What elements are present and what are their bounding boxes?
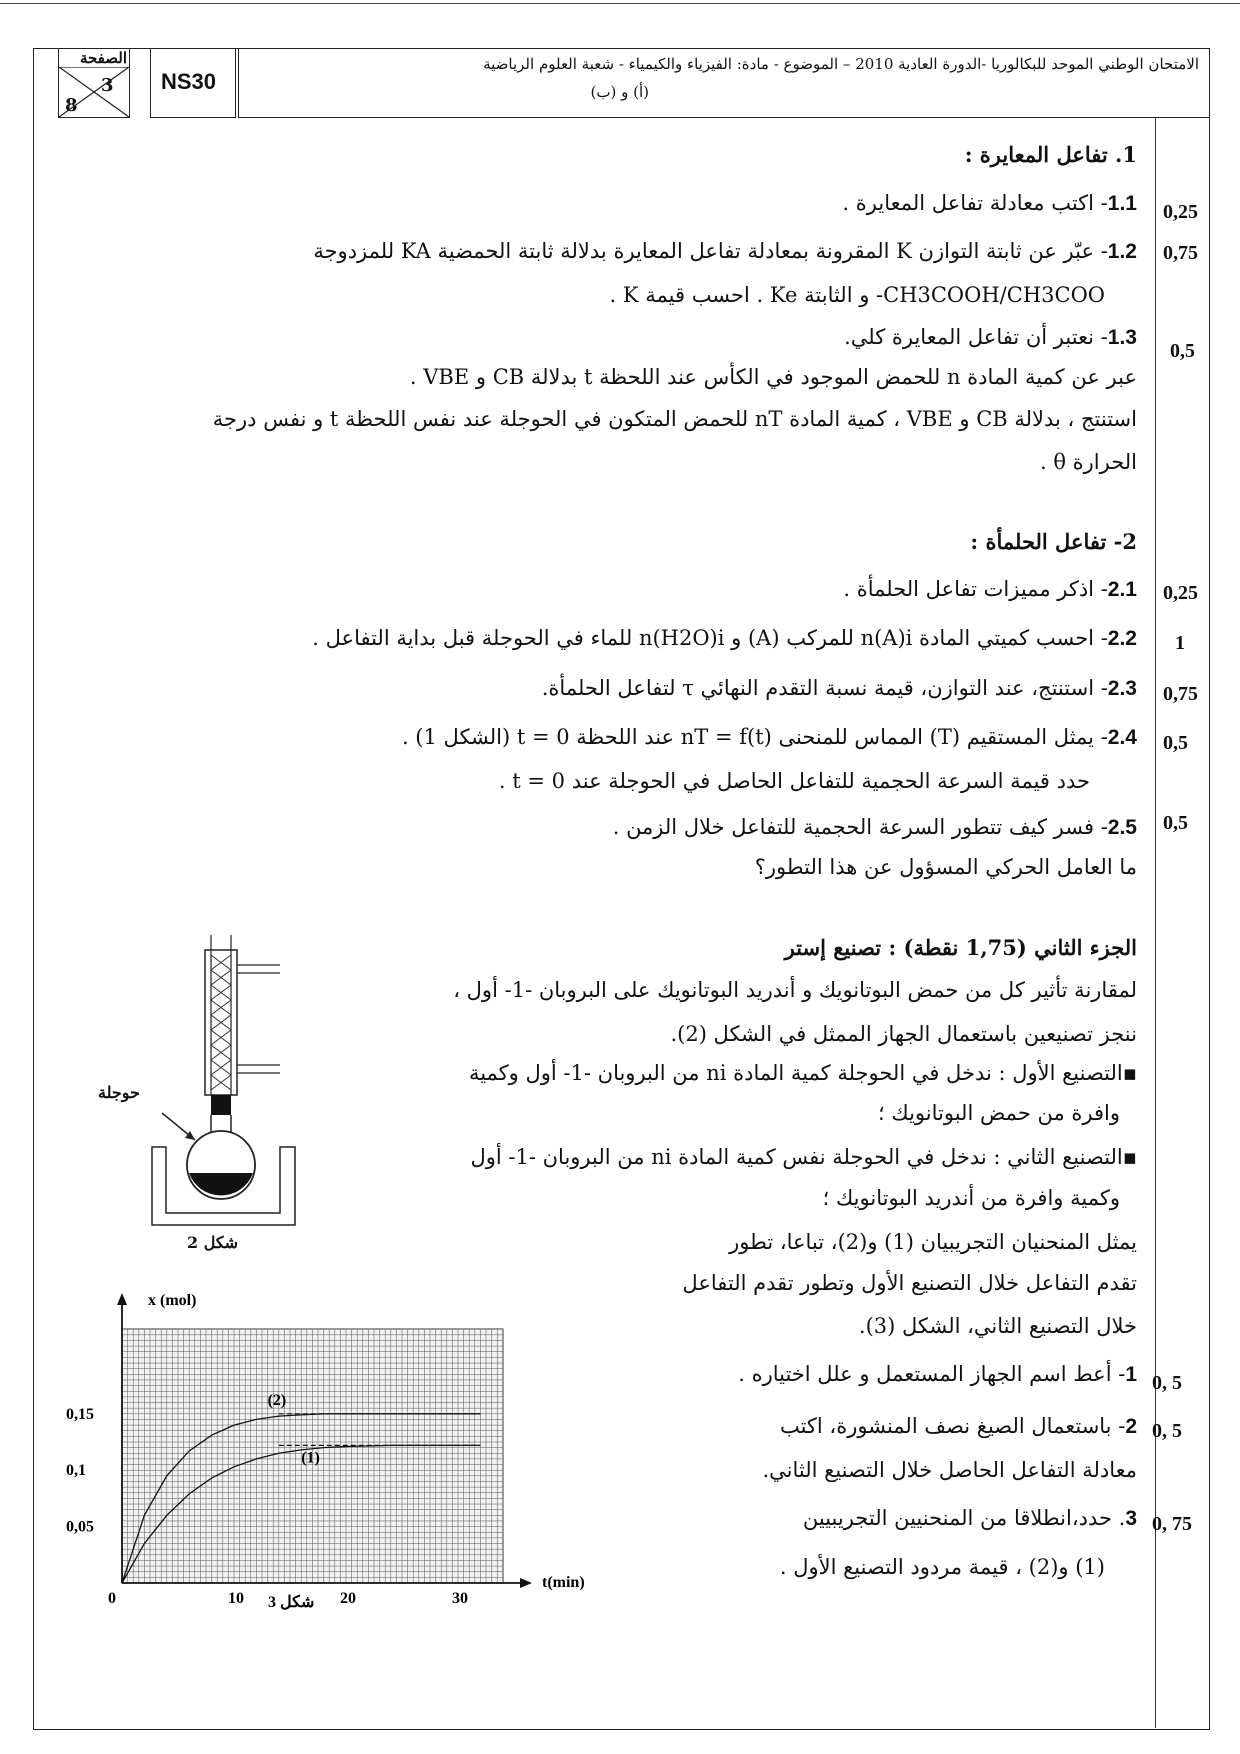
score-p2-2: 0, 5 bbox=[1152, 1420, 1182, 1442]
y-tick-label: 0,15 bbox=[66, 1405, 94, 1423]
header-subtitle: (أ) و (ب) bbox=[590, 83, 649, 101]
y-tick-label: 0,1 bbox=[66, 1462, 86, 1480]
question-1-2 bbox=[313, 236, 1137, 267]
stopper bbox=[211, 1095, 231, 1115]
question-2-5 bbox=[613, 812, 1137, 843]
title-box bbox=[238, 48, 1210, 118]
question-2-3 bbox=[542, 673, 1137, 704]
q-number: 1 bbox=[1125, 1363, 1137, 1386]
x-tick-label: 30 bbox=[452, 1590, 468, 1607]
chart-y-label: x (mol) bbox=[148, 1292, 197, 1309]
q-text: - عبّر عن ثابتة التوازن K المقرونة بمعادلة تفاعل المعايرة بدلالة ثابتة الحمضية KA للمزدوجة bbox=[313, 239, 1108, 263]
curves-desc-2: تقدم التفاعل خلال التصنيع الأول وتطور تقدم التفاعل bbox=[682, 1271, 1137, 1295]
x-tick-label: 20 bbox=[340, 1590, 356, 1607]
question-1-3-c: استنتج ، بدلالة CB و VBE ، كمية المادة nT للحمض المتكون في الحوجلة عند نفس اللحظة t و نفس درجة bbox=[212, 407, 1137, 431]
synthesis-2-b: وكمية وافرة من أندريد البوتانويك ؛ bbox=[822, 1186, 1120, 1210]
score-1-3: 0,5 bbox=[1170, 340, 1195, 362]
question-1-2-b: CH3COOH/CH3COO- و الثابتة Ke . احسب قيمة K . bbox=[609, 283, 1105, 307]
part2-question-1 bbox=[738, 1359, 1137, 1390]
figure-3-chart bbox=[60, 1285, 620, 1615]
synthesis-2 bbox=[470, 1142, 1137, 1172]
bullet: ▪ bbox=[1122, 1145, 1137, 1169]
part2-question-2 bbox=[780, 1411, 1137, 1442]
question-2-2 bbox=[312, 623, 1137, 654]
code-box bbox=[150, 48, 236, 118]
question-2-4 bbox=[402, 722, 1137, 753]
q-number: 2.3 bbox=[1107, 677, 1137, 700]
q-number: 2.1 bbox=[1107, 578, 1137, 601]
score-column-separator bbox=[1155, 118, 1156, 1728]
question-2-4-b: حدد قيمة السرعة الحجمية للتفاعل الحاصل في الحوجلة عند t = 0 . bbox=[498, 769, 1090, 793]
score-1-1: 0,25 bbox=[1163, 201, 1198, 223]
question-1-3-b: عبر عن كمية المادة n للحمض الموجود في الكأس عند اللحظة t بدلالة CB و VBE . bbox=[409, 365, 1137, 389]
page-label: الصفحة bbox=[79, 49, 127, 67]
q-text: . حدد،انطلاقا من المنحنيين التجريبيين bbox=[802, 1506, 1126, 1530]
score-2-1: 0,25 bbox=[1163, 582, 1198, 604]
curve-label: (2) bbox=[267, 1391, 287, 1409]
section2-title: 2- تفاعل الحلمأة : bbox=[970, 529, 1137, 554]
question-2-1 bbox=[843, 574, 1137, 605]
y-tick-label: 0,05 bbox=[66, 1518, 94, 1536]
curves-desc-1: يمثل المنحنيان التجريبيان (1) و(2)، تباعا، تطور bbox=[729, 1230, 1137, 1254]
q-text: - احسب كميتي المادة n(A)i للمركب (A) و n(H2O)i للماء في الحوجلة قبل بداية التفاعل . bbox=[312, 626, 1108, 650]
part2-question-2-b: معادلة التفاعل الحاصل خلال التصنيع الثاني. bbox=[762, 1458, 1137, 1482]
page-number-box bbox=[58, 48, 130, 118]
part2-intro-1: لمقارنة تأثير كل من حمض البوتانويك و أندريد البوتانويك على البروبان -1- أول ، bbox=[453, 978, 1137, 1002]
q-text: - يمثل المستقيم (T) المماس للمنحنى nT = f(t) عند اللحظة t = 0 (الشكل 1) . bbox=[401, 725, 1108, 749]
q-text: - نعتبر أن تفاعل المعايرة كلي. bbox=[844, 325, 1108, 349]
q-text: - استنتج، عند التوازن، قيمة نسبة التقدم النهائي τ لتفاعل الحلمأة. bbox=[541, 676, 1108, 700]
figure-2-reflux-apparatus bbox=[110, 935, 310, 1245]
synthesis-1-text: التصنيع الأول : ندخل في الحوجلة كمية المادة ni من البروبان -1- أول وكمية bbox=[468, 1061, 1123, 1085]
question-1-3 bbox=[844, 322, 1137, 353]
chart-x-label: t(min) bbox=[542, 1574, 585, 1591]
question-1-3-d: الحرارة θ . bbox=[1039, 450, 1137, 474]
q-number: 1.2 bbox=[1107, 240, 1137, 263]
score-1-2: 0,75 bbox=[1163, 242, 1198, 264]
page-total: 8 bbox=[65, 95, 78, 116]
x-axis-arrow bbox=[520, 1578, 532, 1588]
curves-desc-3: خلال التصنيع الثاني، الشكل (3). bbox=[858, 1314, 1137, 1338]
x-tick-label: 10 bbox=[228, 1590, 244, 1607]
top-rule bbox=[0, 3, 1240, 4]
bullet: ▪ bbox=[1122, 1061, 1137, 1085]
section1-title: 1. تفاعل المعايرة : bbox=[964, 142, 1137, 167]
q-text: - فسر كيف تتطور السرعة الحجمية للتفاعل خلال الزمن . bbox=[612, 815, 1108, 839]
synthesis-1-b: وافرة من حمض البوتانويك ؛ bbox=[878, 1101, 1120, 1125]
q-text: - اذكر مميزات تفاعل الحلمأة . bbox=[843, 577, 1108, 601]
part2-title: الجزء الثاني (1,75 نقطة) : تصنيع إستر bbox=[784, 935, 1137, 960]
part2-intro-2: ننجز تصنيعين باستعمال الجهاز الممثل في الشكل (2). bbox=[670, 1022, 1137, 1046]
liquid bbox=[189, 1173, 253, 1196]
part2-question-3-b: (1) و(2) ، قيمة مردود التصنيع الأول . bbox=[779, 1555, 1105, 1579]
q-number: 2.2 bbox=[1107, 627, 1137, 650]
page-box-cross bbox=[59, 67, 129, 117]
page-number: 3 bbox=[101, 75, 114, 96]
x-tick-label: 0 bbox=[108, 1590, 116, 1607]
q-number: 1.3 bbox=[1107, 326, 1137, 349]
header-title: الامتحان الوطني الموحد للبكالوريا -الدورة العادية 2010 – الموضوع - مادة: الفيزياء والكيمياء - شعبة العلوم الرياضية bbox=[483, 55, 1199, 73]
q-text: - باستعمال الصيغ نصف المنشورة، اكتب bbox=[779, 1414, 1126, 1438]
exam-code: NS30 bbox=[161, 69, 217, 94]
chart-caption: شكل 3 bbox=[268, 1594, 315, 1611]
question-2-5-b: ما العامل الحركي المسؤول عن هذا التطور؟ bbox=[754, 855, 1137, 879]
q-number: 3 bbox=[1125, 1507, 1137, 1530]
flask-label: حوجلة bbox=[98, 1083, 140, 1102]
score-2-2: 1 bbox=[1175, 632, 1185, 654]
y-axis-arrow bbox=[117, 1293, 127, 1305]
q-number: 2 bbox=[1125, 1415, 1137, 1438]
score-p2-3: 0, 75 bbox=[1152, 1513, 1192, 1535]
q-number: 2.4 bbox=[1107, 726, 1137, 749]
q-text: - أعط اسم الجهاز المستعمل و علل اختياره . bbox=[738, 1362, 1126, 1386]
score-p2-1: 0, 5 bbox=[1152, 1372, 1182, 1394]
q-text: - اكتب معادلة تفاعل المعايرة . bbox=[842, 191, 1108, 215]
part2-question-3 bbox=[803, 1503, 1137, 1534]
q-number: 1.1 bbox=[1107, 192, 1137, 215]
score-2-3: 0,75 bbox=[1163, 683, 1198, 705]
figure-2-caption: شكل 2 bbox=[187, 1233, 239, 1252]
synthesis-2-text: التصنيع الثاني : ندخل في الحوجلة نفس كمية المادة ni من البروبان -1- أول bbox=[470, 1145, 1123, 1169]
score-2-5: 0,5 bbox=[1163, 812, 1188, 834]
question-1-1 bbox=[842, 188, 1137, 219]
curve-label: (1) bbox=[301, 1449, 320, 1467]
synthesis-1 bbox=[469, 1058, 1137, 1088]
q-number: 2.5 bbox=[1107, 816, 1137, 839]
score-2-4: 0,5 bbox=[1163, 732, 1188, 754]
